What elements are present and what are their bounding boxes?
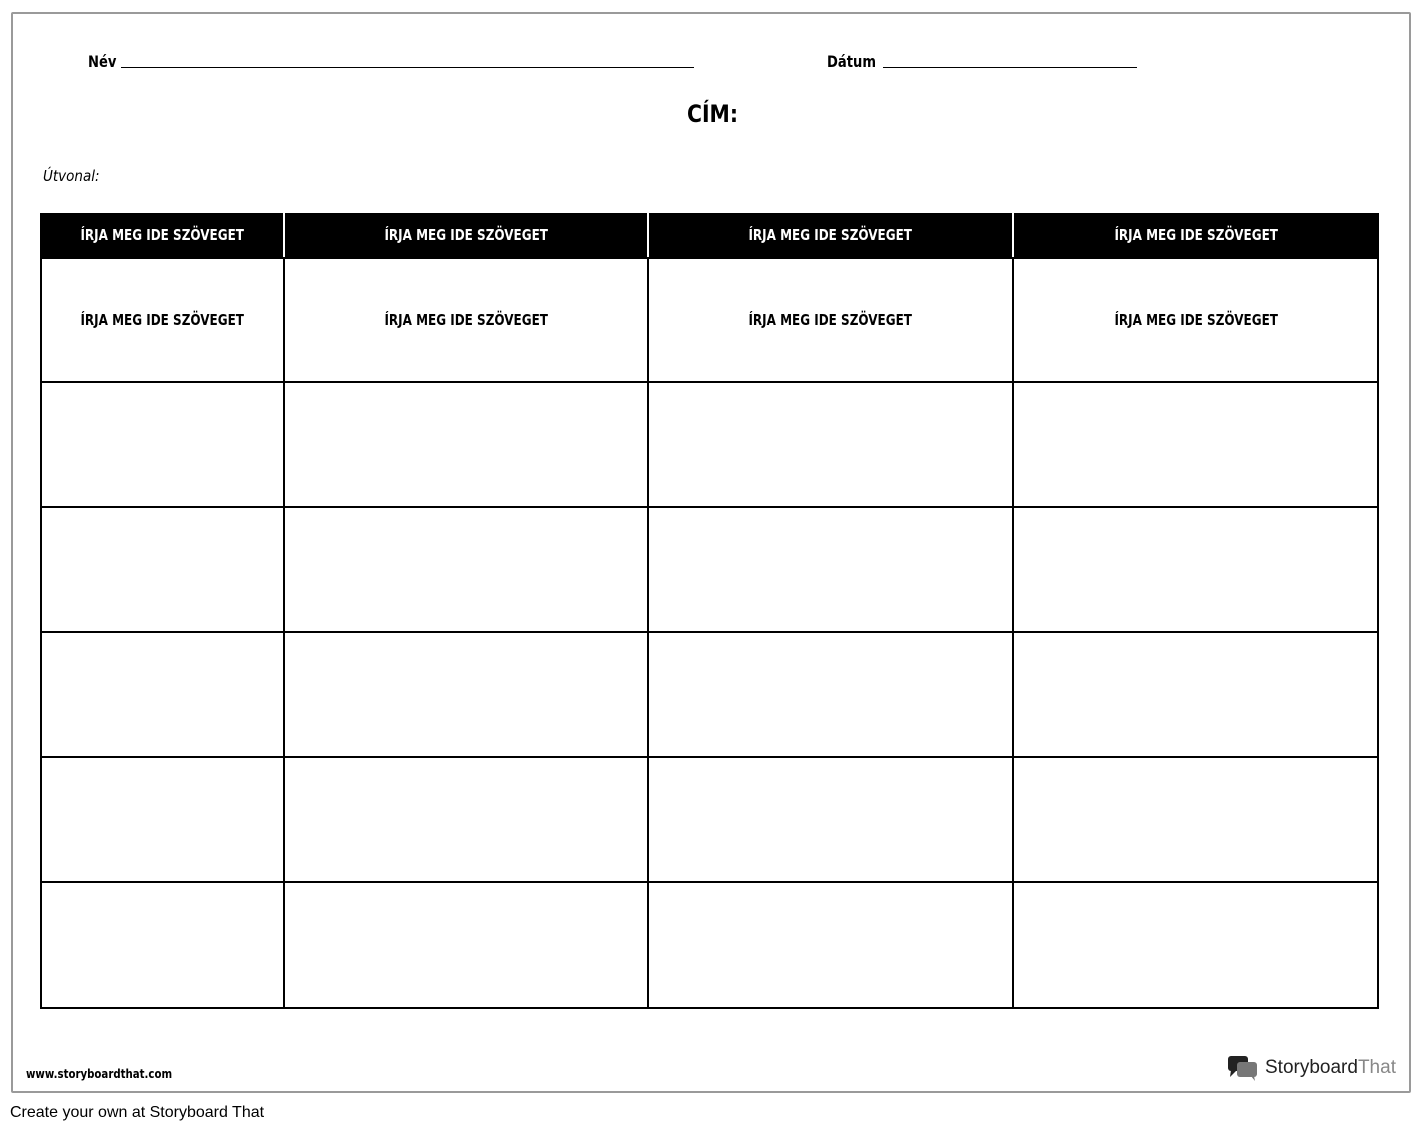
table-cell[interactable]: ÍRJA MEG IDE SZÖVEGET <box>1114 310 1278 329</box>
table-header-cell[interactable]: ÍRJA MEG IDE SZÖVEGET <box>40 213 284 257</box>
table-cell[interactable]: ÍRJA MEG IDE SZÖVEGET <box>80 310 244 329</box>
row-divider <box>40 756 1379 758</box>
table-header-cell[interactable]: ÍRJA MEG IDE SZÖVEGET <box>1013 213 1379 257</box>
brand-name-part1: Storyboard <box>1265 1057 1358 1078</box>
table-header-cell[interactable]: ÍRJA MEG IDE SZÖVEGET <box>648 213 1013 257</box>
header-divider <box>283 213 285 257</box>
page-title: CÍM: <box>686 100 739 128</box>
table-header-cell[interactable]: ÍRJA MEG IDE SZÖVEGET <box>284 213 648 257</box>
table-cell[interactable]: ÍRJA MEG IDE SZÖVEGET <box>384 310 548 329</box>
name-line[interactable] <box>121 67 694 68</box>
date-line[interactable] <box>883 67 1137 68</box>
name-label: Név <box>88 52 117 71</box>
header-divider <box>1012 213 1014 257</box>
row-divider <box>40 506 1379 508</box>
header-divider <box>647 213 649 257</box>
row-divider <box>40 881 1379 883</box>
storyboardthat-logo[interactable] <box>1227 1055 1396 1081</box>
date-label: Dátum <box>827 52 877 71</box>
speech-bubbles-icon <box>1227 1055 1259 1081</box>
route-label: Útvonal: <box>43 167 100 185</box>
worksheet-table <box>40 213 1379 1009</box>
brand-name-part2: That <box>1357 1057 1396 1078</box>
table-cell[interactable]: ÍRJA MEG IDE SZÖVEGET <box>748 310 913 329</box>
row-divider <box>40 631 1379 633</box>
credit-text[interactable]: Create your own at Storyboard That <box>10 1104 265 1121</box>
footer-url[interactable]: www.storyboardthat.com <box>26 1067 173 1081</box>
